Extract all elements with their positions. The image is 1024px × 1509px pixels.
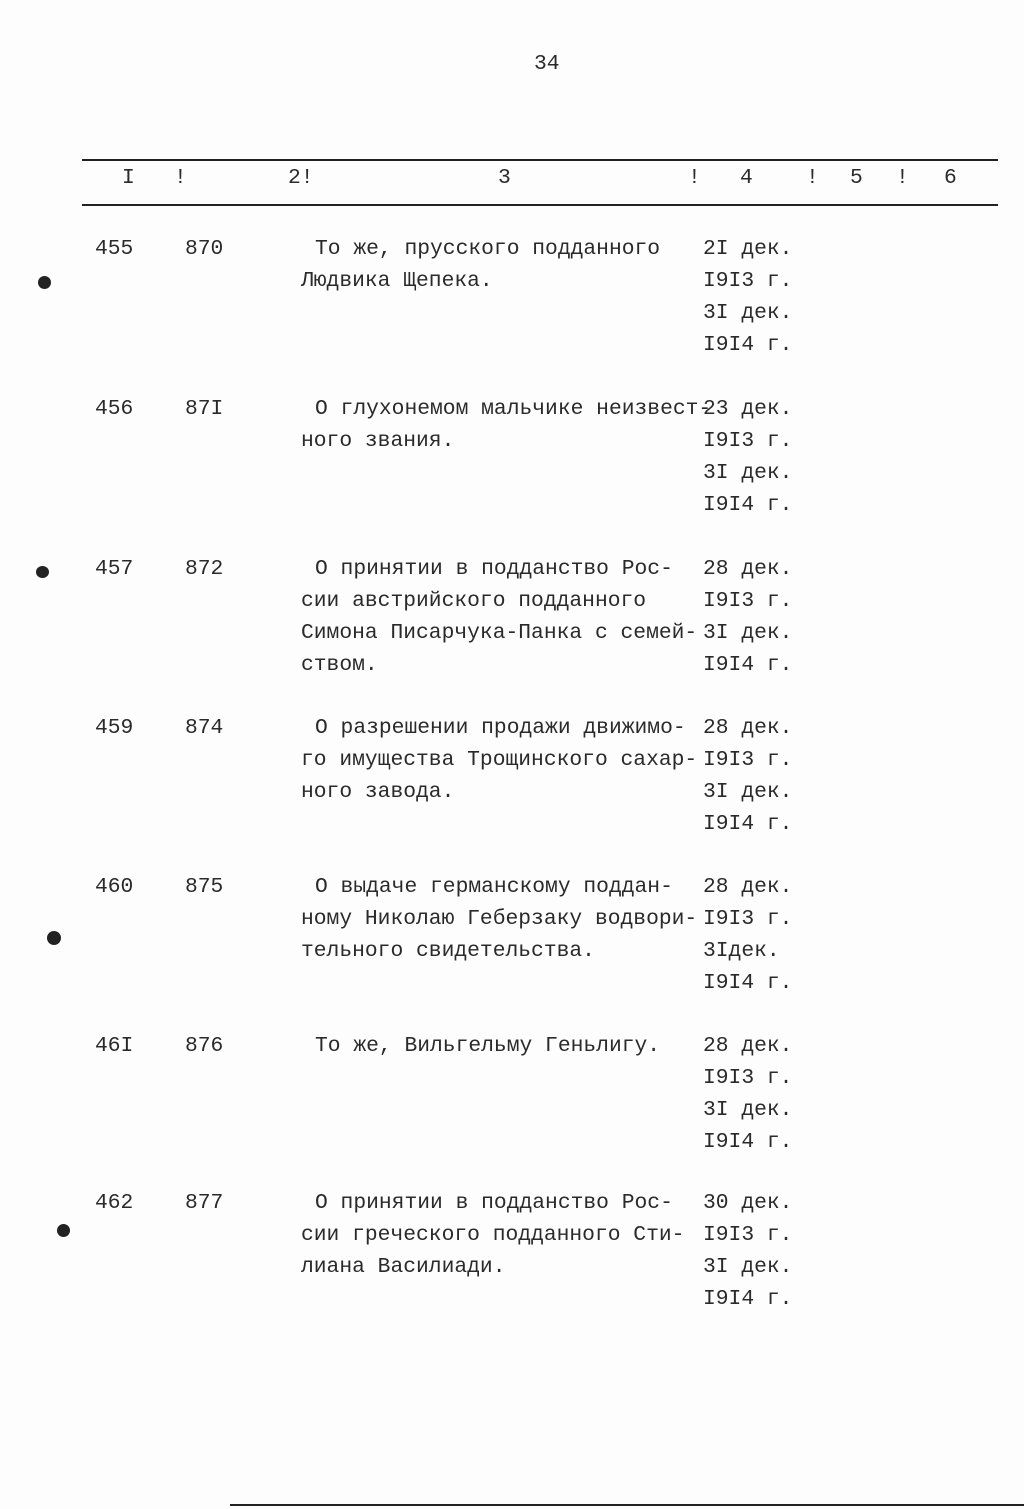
file-number: 875 [185,875,224,899]
description-line: Людвика Щепека. [301,269,493,293]
header-col2: 2! [288,166,314,190]
date-line: I9I3 г. [703,1223,793,1247]
date-line: 3I дек. [703,1255,793,1279]
date-line: I9I3 г. [703,1066,793,1090]
date-line: 3Iдек. [703,939,780,963]
row-number: 455 [95,237,134,261]
description-line: О разрешении продажи движимо- [315,716,686,740]
header-sep3: ! [688,166,701,190]
description-line: ного звания. [301,429,455,453]
date-line: I9I3 г. [703,269,793,293]
date-line: 3I дек. [703,461,793,485]
description-line: ством. [301,653,378,677]
row-number: 462 [95,1191,134,1215]
header-col3: 3 [498,166,511,190]
date-line: I9I4 г. [703,493,793,517]
date-line: 23 дек. [703,397,793,421]
date-line: I9I3 г. [703,589,793,613]
row-number: 460 [95,875,134,899]
date-line: 2I дек. [703,237,793,261]
description-line: О принятии в подданство Рос- [315,557,673,581]
file-number: 874 [185,716,224,740]
header-col1: I [122,166,135,190]
header-sep1: ! [174,166,187,190]
header-col5: 5 [850,166,863,190]
date-line: 28 дек. [703,557,793,581]
description-line: О принятии в подданство Рос- [315,1191,673,1215]
hole-punch-mark [38,276,51,289]
date-line: I9I4 г. [703,333,793,357]
date-line: I9I3 г. [703,429,793,453]
date-line: I9I4 г. [703,971,793,995]
date-line: 28 дек. [703,716,793,740]
description-line: То же, прусского подданного [315,237,661,261]
description-line: То же, Вильгельму Геньлигу. [315,1034,661,1058]
description-line: О выдаче германскому поддан- [315,875,673,899]
description-line: тельного свидетельства. [301,939,595,963]
header-bottom-rule [82,204,998,206]
description-line: лиана Василиади. [301,1255,506,1279]
date-line: I9I3 г. [703,748,793,772]
description-line: сии австрийского подданного [301,589,647,613]
hole-punch-mark [57,1224,70,1237]
file-number: 872 [185,557,224,581]
row-number: 459 [95,716,134,740]
date-line: 3I дек. [703,1098,793,1122]
date-line: 28 дек. [703,875,793,899]
bottom-rule [230,1504,1024,1506]
date-line: I9I4 г. [703,1130,793,1154]
date-line: 30 дек. [703,1191,793,1215]
hole-punch-mark [47,931,61,945]
date-line: I9I4 г. [703,1287,793,1311]
description-line: ного завода. [301,780,455,804]
header-top-rule [82,159,998,161]
date-line: 3I дек. [703,780,793,804]
date-line: 3I дек. [703,301,793,325]
row-number: 457 [95,557,134,581]
date-line: I9I4 г. [703,812,793,836]
file-number: 870 [185,237,224,261]
row-number: 46I [95,1034,134,1058]
description-line: Симона Писарчука-Панка с семей- [301,621,698,645]
description-line: ному Николаю Геберзаку водвори- [301,907,698,931]
file-number: 87I [185,397,224,421]
description-line: го имущества Трощинского сахар- [301,748,698,772]
file-number: 877 [185,1191,224,1215]
hole-punch-mark [36,566,49,578]
header-col6: 6 [944,166,957,190]
header-col4: 4 [740,166,753,190]
header-sep5: ! [896,166,909,190]
description-line: О глухонемом мальчике неизвест- [315,397,712,421]
header-sep4: ! [806,166,819,190]
description-line: сии греческого подданного Сти- [301,1223,685,1247]
file-number: 876 [185,1034,224,1058]
page-number: 34 [534,52,560,76]
date-line: 3I дек. [703,621,793,645]
date-line: 28 дек. [703,1034,793,1058]
date-line: I9I4 г. [703,653,793,677]
row-number: 456 [95,397,134,421]
date-line: I9I3 г. [703,907,793,931]
